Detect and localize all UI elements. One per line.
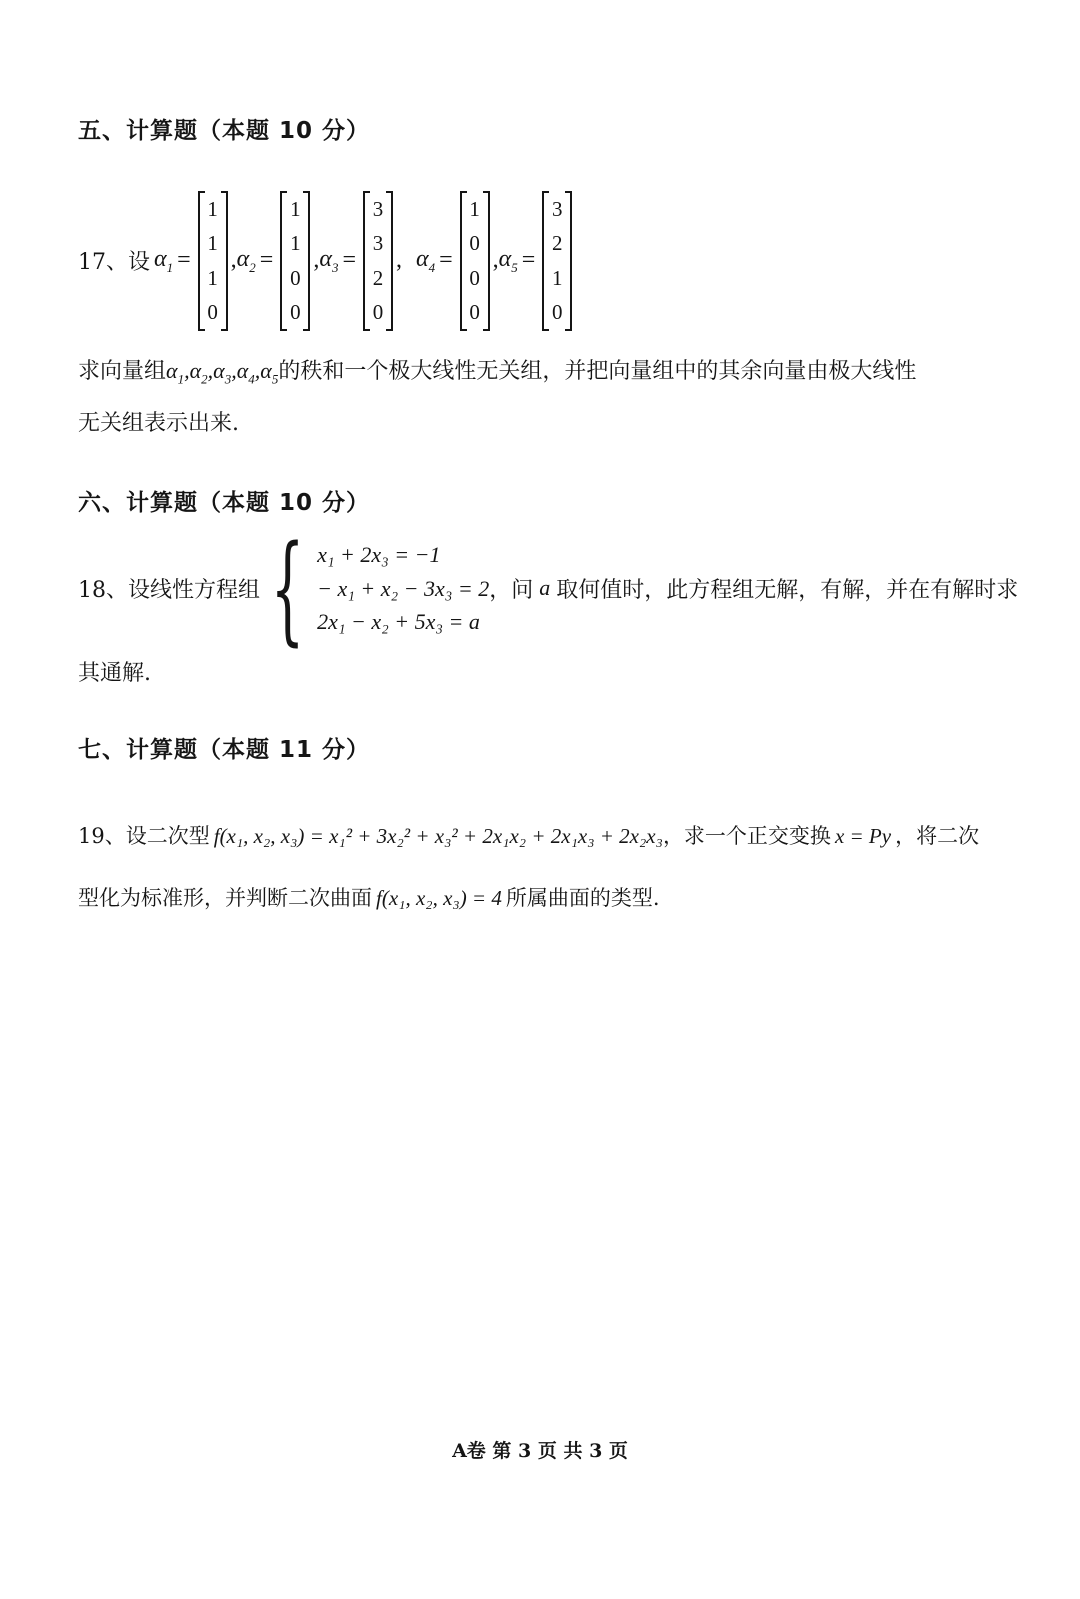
vector-label-1: $\alpha_1$ <box>154 245 174 275</box>
question-19-line2-a: 型化为标准形，并判断二次曲面 <box>78 886 372 910</box>
quadratic-form: f(x₁, x₂, x₃) = x₁² + 3x₂² + x₃² + 2x₁x₂ + 2x₁x₃ + 2x₂x₃ <box>213 824 663 848</box>
question-19-line-2 <box>78 882 660 912</box>
vector-2: 1 1 0 0 <box>280 192 310 330</box>
left-brace: { <box>270 519 305 657</box>
question-18-text-line-2: 其通解. <box>78 661 151 686</box>
vector-list: $\alpha_1,\alpha_2,\alpha_3,\alpha_4,\alpha_5$ <box>166 358 279 387</box>
surface-equation: f(x₁, x₂, x₃) = 4 <box>376 886 502 910</box>
equation-1: x₁ + 2x₃ = −1 <box>317 542 441 567</box>
equation-list <box>317 538 489 638</box>
orthogonal-transform: x = Py <box>834 824 892 848</box>
question-17-text-line-1: 求向量组$\alpha_1,\alpha_2,\alpha_3,\alpha_4,\alpha_5$的秩和一个极大线性无关组，并把向量组中的其余向量由极大线性 <box>78 358 917 387</box>
vector-label-5: $\alpha_5$ <box>498 245 518 275</box>
vector-3: 3 3 2 0 <box>363 192 393 330</box>
vector-4: 1 0 0 0 <box>460 192 490 330</box>
question-18-tail-b: 取何值时，此方程组无解，有解，并在有解时求 <box>556 577 1019 603</box>
equation-3: 2x₁ − x₂ + 5x₃ = a <box>317 609 480 634</box>
vector-label-3: $\alpha_3$ <box>319 245 339 275</box>
question-lead: 设二次型 <box>125 824 210 848</box>
question-19-mid: ，求一个正交变换 <box>662 824 831 848</box>
question-number: 18、 <box>78 577 128 603</box>
section-heading-7: 七、计算题（本题 11 分） <box>78 737 371 763</box>
question-19-line2-b: 所属曲面的类型. <box>505 886 660 910</box>
question-19-line-1 <box>78 820 979 850</box>
vector-1: 1 1 1 0 <box>198 192 228 330</box>
vector-5: 3 2 1 0 <box>542 192 572 330</box>
question-17-text-line-2: 无关组表示出来. <box>78 411 239 436</box>
question-18-tail-a: ，问 <box>489 577 534 603</box>
question-lead: 设 <box>128 250 151 275</box>
variable-a: a <box>539 575 551 600</box>
section-heading-5: 五、计算题（本题 10 分） <box>78 118 371 144</box>
question-18-system <box>78 519 1019 657</box>
question-lead: 设线性方程组 <box>128 577 261 603</box>
vector-label-4: $\alpha_4$ <box>415 245 436 275</box>
question-17-vectors: 17、 设 $\alpha_1$ = 1 1 1 0 , $\alpha_2$ = 1 1 0 0 , $\alpha_3$ = 3 3 2 0 , $\alpha_4$ = 1 0 0 0 , $\alpha_5$ = 3 2 1 0 <box>78 188 575 333</box>
question-number: 17、 <box>78 250 128 275</box>
question-19-tail: ，将二次 <box>895 824 980 848</box>
equation-2: − x₁ + x₂ − 3x₃ = 2 <box>317 575 490 601</box>
vector-label-2: $\alpha_2$ <box>236 245 256 275</box>
question-number: 19、 <box>78 824 126 848</box>
section-heading-6: 六、计算题（本题 10 分） <box>78 490 371 516</box>
page-footer: A卷 第 3 页 共 3 页 <box>452 1440 628 1462</box>
